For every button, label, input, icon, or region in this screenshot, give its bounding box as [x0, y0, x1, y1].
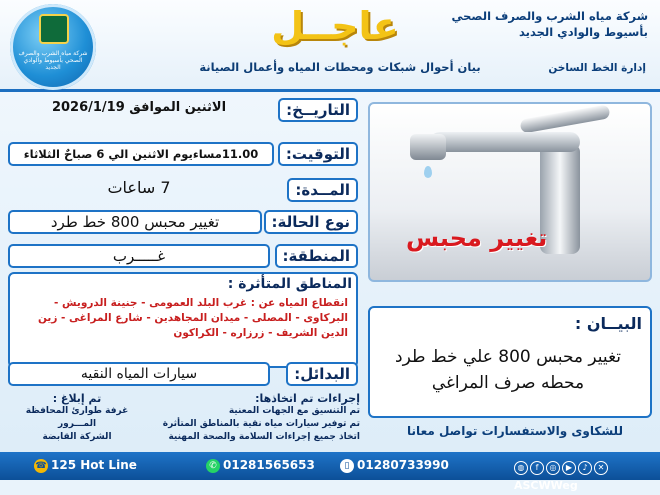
steps-heading: إجراءات تم اتخاذها: [255, 392, 360, 405]
subheadline: بيان أحوال شبكات ومحطات المياه وأعمال الصيانة [199, 60, 481, 74]
steps-taken [150, 392, 360, 444]
whatsapp-number: 01281565653 [223, 458, 315, 472]
notify-heading: تم إبلاغ : [52, 392, 102, 405]
header [0, 0, 660, 92]
hotline-text: 125 Hot Line [51, 458, 137, 472]
company-logo [10, 4, 96, 90]
statement-label: البيــان : [574, 314, 642, 333]
statement-box [368, 306, 652, 418]
faucet-photo [368, 102, 652, 282]
time-label: التوقيت: [278, 142, 358, 166]
company-line-2: بأسيوط والوادي الجديد [519, 25, 648, 39]
affected-text: انقطاع المياه عن : غرب البلد العمومى - جنينة الدرويش - البركاوى - المصلى - ميدان المجاهدين - شارع المراغى - زين الدين الشريف - زرزاره - الكراكون [37, 297, 348, 339]
steps-item: اتخاذ جميع إجراءات السلامة والصحة المهنية [168, 432, 360, 442]
notify-item: المـــرور [57, 419, 97, 429]
alternatives-value: سيارات المياه النقيه [8, 362, 270, 386]
department: إدارة الخط الساخن [548, 62, 646, 74]
affected-areas [8, 272, 358, 368]
facebook-icon[interactable]: f [530, 461, 544, 475]
status-label: نوع الحالة: [264, 210, 358, 234]
duration-label: المــدة: [287, 178, 358, 202]
social-handle: ASCWWeg [514, 478, 578, 492]
info-panel [8, 98, 358, 390]
steps-item: تم التنسيق مع الجهات المعنية [228, 406, 360, 416]
whatsapp-icon: ✆ [206, 459, 220, 473]
emblem-icon [39, 14, 69, 44]
date-value: الاثنين الموافق 2026/1/19 [51, 100, 227, 115]
mobile-icon: ▯ [340, 459, 354, 473]
youtube-icon[interactable]: ▶ [562, 461, 576, 475]
urgent-headline: عاجــل [271, 4, 399, 48]
footer-bar [0, 452, 660, 492]
whatsapp-contact[interactable] [206, 458, 315, 473]
hotline[interactable] [34, 458, 137, 473]
area-label: المنطقة: [275, 244, 358, 268]
phone-number: 01280733990 [357, 458, 449, 472]
notified-parties [12, 392, 142, 444]
water-drop-icon [424, 166, 432, 178]
time-value: 11.00مساءيوم الاثنين الي 6 صباحٌ الثلاثاء [8, 142, 274, 166]
company-line-1: شركة مياه الشرب والصرف الصحي [451, 9, 648, 23]
instagram-icon[interactable]: ◎ [546, 461, 560, 475]
complaints-note: للشكاوى والاستفسارات تواصل معانا [407, 424, 623, 438]
company-name [428, 8, 648, 40]
status-value: تغيير محبس 800 خط طرد [8, 210, 262, 234]
photo-caption: تغيير محبس [406, 224, 548, 252]
web-icon[interactable]: ◍ [514, 461, 528, 475]
tiktok-icon[interactable]: ♪ [578, 461, 592, 475]
steps-item: تم توفير سيارات مياه نقية بالمناطق المتأثرة [162, 419, 360, 429]
social-links [514, 457, 660, 495]
statement-text: تغيير محبس 800 علي خط طرد محطه صرف المراغي [395, 347, 621, 393]
affected-label: المناطق المتأثرة : [227, 276, 352, 292]
date-label: التاريــخ: [278, 98, 358, 122]
faucet-handle [519, 104, 610, 133]
logo-text: شركة مياه الشرب والصرف الصحي بأسيوط والوادي الجديد [18, 50, 88, 71]
area-value: غـــــرب [8, 244, 270, 268]
phone-icon: ☎ [35, 460, 47, 471]
notify-item: غرفة طوارئ المحافظة [25, 406, 129, 416]
faucet-spout [430, 132, 580, 152]
x-icon[interactable]: ✕ [594, 461, 608, 475]
duration-value: 7 ساعات [107, 178, 171, 197]
alternatives-label: البدائل: [286, 362, 358, 386]
notify-item: الشركة القابضة [42, 432, 112, 442]
faucet-head [410, 134, 446, 160]
phone-contact[interactable] [340, 458, 449, 473]
